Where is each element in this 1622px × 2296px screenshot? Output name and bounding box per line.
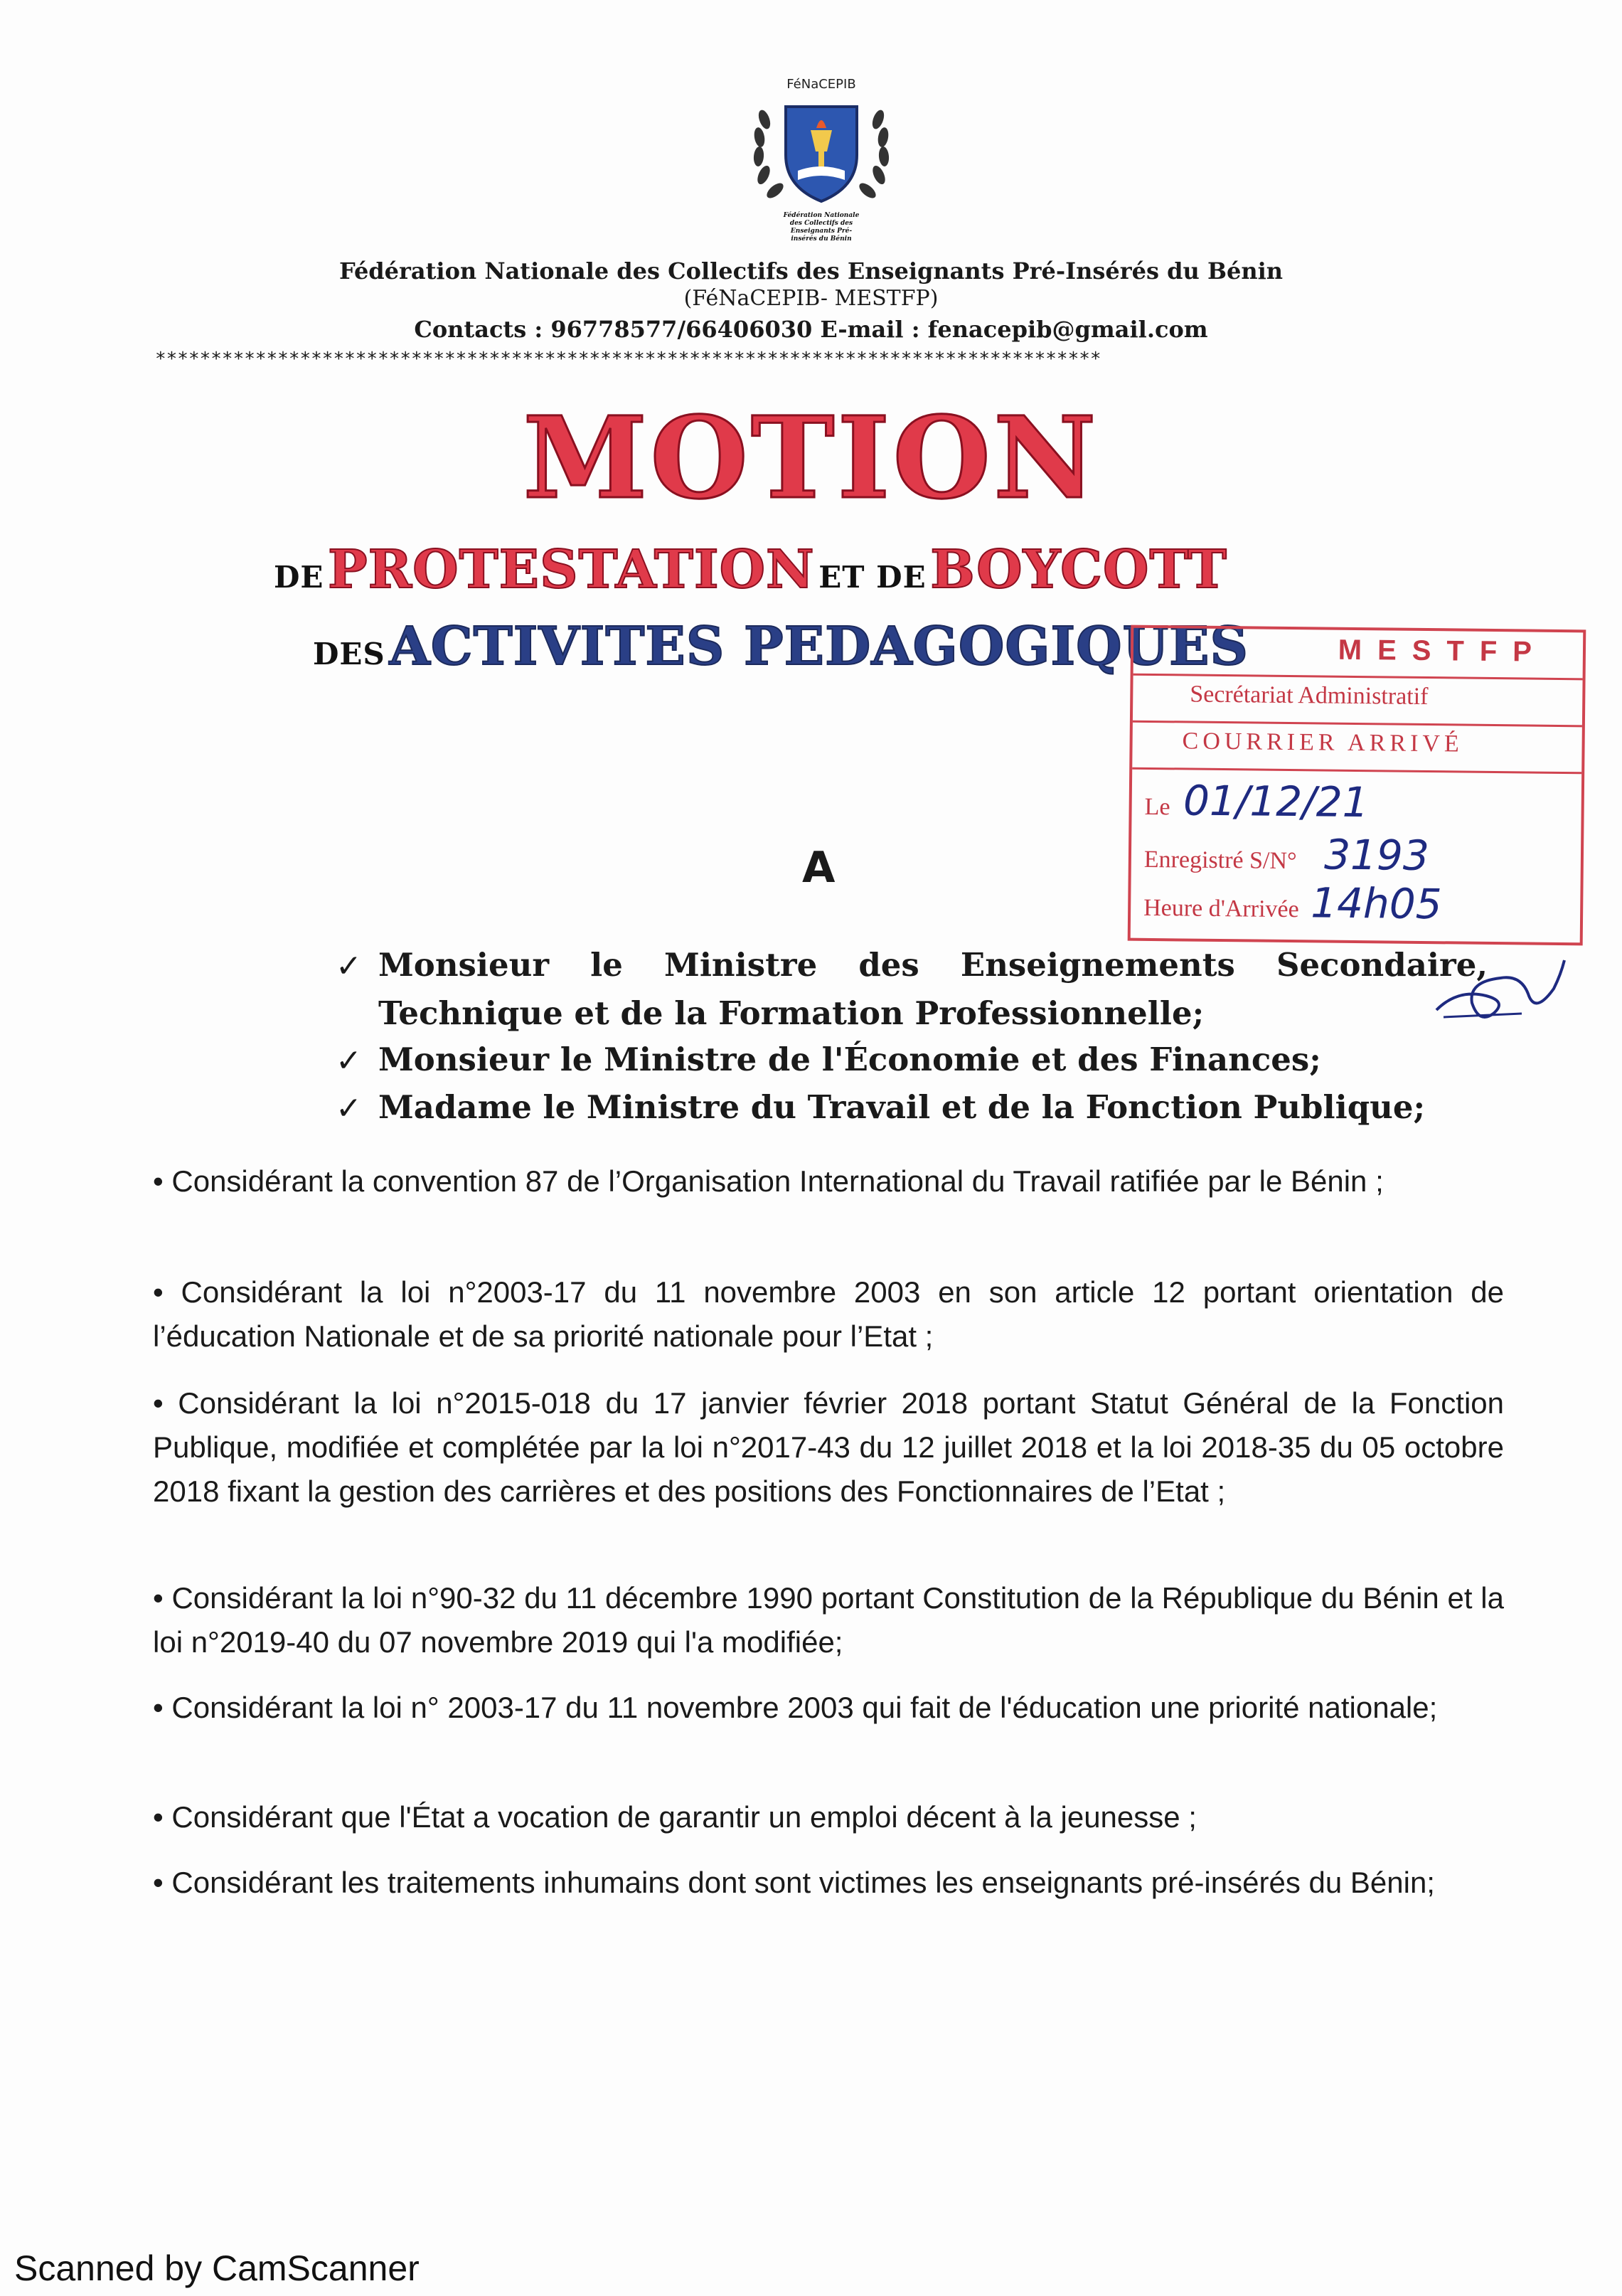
logo-name: FéNaCEPIB — [786, 77, 856, 92]
title-boycott: BOYCOTT — [930, 539, 1227, 600]
stamp-time-value: 14h05 — [1310, 878, 1443, 929]
organization-acronym: (FéNaCEPIB- MESTFP) — [683, 286, 939, 311]
stamp-time-row — [1143, 877, 1442, 928]
stamp-date-row — [1144, 776, 1369, 827]
stamp-date-value: 01/12/21 — [1183, 776, 1369, 827]
stamp-reg-label: Enregistré S/N° — [1143, 846, 1297, 875]
title-motion: MOTION — [523, 393, 1099, 524]
considerant-7: • Considérant les traitements inhumains dont sont victimes les enseignants pré-insérés du Bénin; — [153, 1866, 1435, 1899]
addressee-a: A — [802, 843, 836, 893]
recipient-1: Monsieur le Ministre des Enseignements Secondaire, — [378, 946, 1488, 984]
laurel-shield-icon — [740, 91, 903, 212]
stamp-title: MESTFP — [1338, 634, 1548, 668]
considerant-4: • Considérant la loi n°90-32 du 11 décembre 1990 portant Constitution de la République du Bénin et la loi n°2019-40 du 07 novembre 2019 qui l'a modifiée; — [153, 1581, 1504, 1659]
title-line-protestation — [274, 539, 1227, 600]
scanner-watermark: Scanned by CamScanner — [14, 2248, 420, 2288]
stamp-reg-row — [1144, 829, 1430, 880]
considerant-1: • Considérant la convention 87 de l’Organisation International du Travail ratifiée par le Bénin ; — [153, 1164, 1384, 1198]
reception-stamp — [1128, 625, 1586, 946]
stamp-time-label: Heure d'Arrivée — [1143, 894, 1299, 923]
title-de: DE — [274, 560, 324, 595]
organization-contacts: Contacts : 96778577/66406030 E-mail : fenacepib@gmail.com — [414, 316, 1208, 343]
checkmark-icon: ✓ — [336, 1043, 362, 1079]
organization-name: Fédération Nationale des Collectifs des Enseignants Pré-Insérés du Bénin — [338, 257, 1284, 285]
logo-motto: Fédération Nationale des Collectifs des Enseignants Pré-insérés du Bénin — [783, 212, 860, 243]
title-des: DES — [313, 637, 385, 671]
stamp-reg-value: 3193 — [1323, 830, 1430, 881]
stamp-courrier: COURRIER ARRIVÉ — [1182, 728, 1463, 758]
title-protestation: PROTESTATION — [328, 539, 815, 600]
stamp-secretariat: Secrétariat Administratif — [1190, 681, 1429, 711]
title-line-activites — [313, 616, 1249, 677]
considerant-2: • Considérant la loi n°2003-17 du 11 novembre 2003 en son article 12 portant orientation de l’éducation Nationale et de sa priorité nationale pour l’Etat ; — [153, 1275, 1504, 1353]
stamp-date-label: Le — [1144, 793, 1170, 821]
title-et-de: ET DE — [818, 560, 927, 595]
checkmark-icon: ✓ — [336, 1090, 362, 1127]
considerant-5: • Considérant la loi n° 2003-17 du 11 novembre 2003 qui fait de l'éducation une priorité nationale; — [153, 1691, 1438, 1724]
title-activites-pedagogiques: ACTIVITES PEDAGOGIQUES — [389, 616, 1249, 677]
considerant-6: • Considérant que l'État a vocation de garantir un emploi décent à la jeunesse ; — [153, 1800, 1197, 1834]
recipient-2: Monsieur le Ministre de l'Économie et des Finances; — [378, 1041, 1321, 1078]
recipient-3: Madame le Ministre du Travail et de la Fonction Publique; — [378, 1088, 1426, 1126]
header-separator: ************************************************************************************* — [155, 349, 1101, 370]
checkmark-icon: ✓ — [336, 948, 362, 984]
federation-logo — [740, 77, 903, 248]
recipient-1-cont: Technique et de la Formation Professionnelle; — [378, 994, 1205, 1032]
considerant-3: • Considérant la loi n°2015-018 du 17 janvier février 2018 portant Statut Général de la Fonction Publique, modifiée et complétée par la loi n°2017-43 du 12 juillet 2018 et la loi 2018-35 du 05 octobre 2018 fixant la gestion des carrières et des positions des Fonctionnaires de l’Etat ; — [153, 1386, 1504, 1508]
